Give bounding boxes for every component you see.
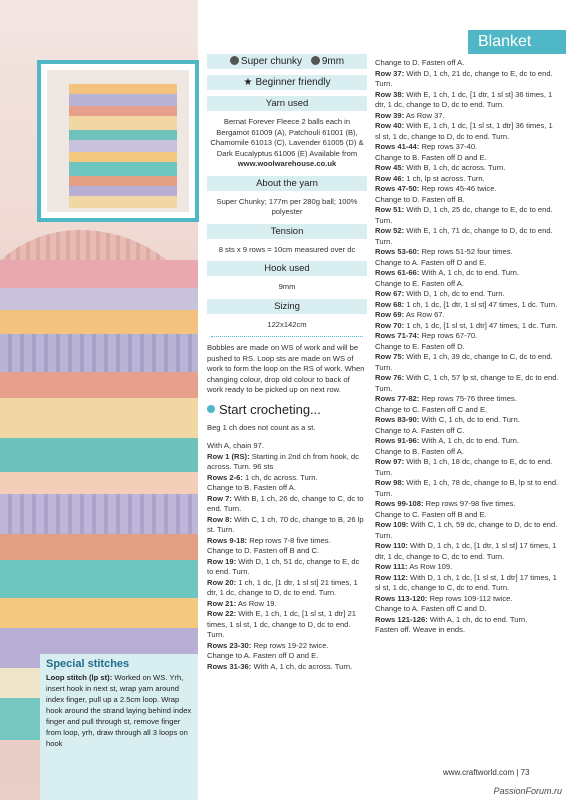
yarn-ball-icon — [230, 56, 239, 65]
row-label: Rows 113-120: — [375, 593, 428, 603]
yarn-supplier-link[interactable]: www.woolwarehouse.co.uk — [237, 159, 337, 168]
row-label: Row 75: — [375, 352, 405, 361]
row-instruction: Change to B. Fasten off A. — [207, 483, 296, 492]
row-instruction: With A, 1 ch, dc to end. Turn. — [419, 436, 519, 445]
pattern-row — [207, 651, 367, 662]
dotted-divider — [211, 336, 363, 337]
pattern-row — [207, 473, 367, 484]
row-instruction: With D, 1 ch, 21 dc, change to E, dc to end. Turn. — [375, 68, 553, 88]
row-instruction: As Row 19. — [236, 598, 277, 608]
skill-level-bar — [207, 75, 367, 90]
row-label: Row 69: — [375, 310, 405, 319]
row-label: Row 67: — [375, 289, 405, 298]
pattern-row — [375, 405, 560, 416]
row-instruction: As Row 67. — [404, 310, 445, 319]
pattern-row — [375, 331, 560, 342]
pattern-row — [375, 69, 560, 90]
pattern-row — [375, 184, 560, 195]
pattern-row — [375, 604, 560, 615]
row-label: Row 112: — [375, 572, 408, 582]
special-stitches-box — [40, 654, 198, 800]
pattern-row — [207, 662, 367, 673]
loop-stitch-description: Worked on WS. Yrh, insert hook in next st, wrap yarn around index finger, pull up a 2.5cm loop. Wrap hook around the strand laying behind index finger and pull through st, remove finger from loop, yrh, draw through all 3 loops on hook — [46, 673, 192, 748]
yarn-used-text — [207, 117, 367, 170]
row-instruction: Change to B. Fasten off D and E. — [375, 152, 487, 162]
product-thumbnail — [37, 60, 199, 222]
row-label: Row 98: — [375, 478, 405, 487]
row-instruction: Rep rows 67-70. — [419, 331, 478, 340]
pattern-row — [207, 452, 367, 473]
row-instruction: Rep rows 19-22 twice. — [251, 640, 329, 650]
materials-column — [207, 54, 367, 672]
row-instruction: With A, chain 97. — [207, 441, 264, 450]
pattern-row — [207, 494, 367, 515]
row-instruction: With E, 1 ch, 39 dc, change to C, dc to end. Turn. — [375, 352, 553, 372]
pattern-row — [375, 478, 560, 499]
row-label: Row 110: — [375, 541, 408, 550]
row-instruction: With B, 1 ch, 18 dc, change to E, dc to end. Turn. — [375, 457, 553, 477]
row-label: Row 37: — [375, 68, 405, 78]
row-instruction: With D, 1 ch, 25 dc, change to E, dc to end. Turn. — [375, 205, 553, 225]
yarn-weight-label: Super chunky — [240, 56, 303, 67]
row-label: Row 21: — [207, 598, 237, 608]
start-crocheting-label: Start crocheting... — [219, 401, 321, 417]
pattern-notes: Bobbles are made on WS of work and will be pushed to RS. Loop sts are made on WS of work to form the loop on the RS of work. When changing colour, drop old colour to back of work ready to be picked up on next row. — [207, 343, 365, 394]
row-label: Rows 23-30: — [207, 640, 252, 650]
pattern-row — [375, 90, 560, 111]
row-instruction: Change to D. Fasten off A. — [375, 58, 465, 67]
pattern-row — [375, 321, 560, 332]
pattern-row — [375, 58, 560, 69]
row-label: Row 1 (RS): — [207, 451, 250, 461]
row-instruction: With A, 1 ch, dc to end. Turn. — [427, 614, 528, 624]
row-instruction: As Row 37. — [404, 110, 445, 120]
row-instruction: With B, 1 ch, 26 dc, change to C, dc to end. Turn. — [207, 493, 364, 513]
page-title: Blanket — [468, 30, 566, 54]
pattern-row — [207, 641, 367, 652]
loop-stitch-term: Loop stitch (lp st): — [46, 673, 113, 682]
pattern-row — [375, 163, 560, 174]
yarn-weight-bar — [207, 54, 367, 69]
pattern-row — [375, 300, 560, 311]
crochet-hook-icon — [311, 56, 320, 65]
row-instruction: With A, 1 ch, dc to end. Turn. — [419, 268, 519, 277]
row-label: Row 20: — [207, 577, 237, 587]
row-label: Rows 91-96: — [375, 436, 420, 445]
pattern-row — [207, 578, 367, 599]
row-instruction: Rep rows 109-112 twice. — [427, 593, 513, 603]
row-instruction: 1 ch, lp st across. Turn. — [404, 173, 485, 183]
row-instruction: As Row 109. — [407, 562, 453, 571]
page-footer: www.craftworld.com | 73 — [443, 768, 530, 777]
row-instruction: With C, 1 ch, 57 lp st, change to E, dc to end. Turn. — [375, 373, 559, 393]
row-label: Row 8: — [207, 514, 232, 524]
row-label: Rows 61-66: — [375, 268, 420, 277]
pattern-row — [375, 111, 560, 122]
row-instruction: With D, 1 ch, 1 dc, [1 dtr, 1 sl st] 17 times, 1 dtr, 1 dc, change to C, dc to end. Turn. — [375, 541, 557, 561]
row-instruction: Change to E. Fasten off A. — [375, 278, 464, 288]
row-label: Row 7: — [207, 493, 232, 503]
pattern-row — [375, 268, 560, 279]
row-instruction: Change to B. Fasten off A. — [375, 446, 464, 456]
row-instruction: Change to D. Fasten off B. — [375, 194, 465, 204]
pattern-row — [375, 195, 560, 206]
pattern-row — [207, 557, 367, 578]
hook-used-heading: Hook used — [207, 261, 367, 276]
pattern-row — [375, 541, 560, 562]
row-label: Row 19: — [207, 556, 237, 566]
row-instruction: Rep rows 37-40. — [419, 142, 478, 151]
hook-size-label: 9mm — [321, 56, 345, 67]
pattern-rows-part2 — [375, 58, 560, 636]
row-label: Rows 47-50: — [375, 184, 420, 193]
pattern-row — [375, 394, 560, 405]
pattern-row — [375, 457, 560, 478]
row-instruction: With D, 1 ch, 51 dc, change to E, dc to end. Turn. — [207, 556, 360, 576]
row-instruction: With C, 1 ch, 70 dc, change to B, 26 lp st. Turn. — [207, 514, 364, 534]
row-label: Rows 71-74: — [375, 331, 420, 340]
pattern-row — [375, 426, 560, 437]
skill-level-label: Beginner friendly — [255, 77, 331, 88]
pattern-row — [375, 289, 560, 300]
row-instruction: With E, 1 ch, 1 dc, [1 sl st, 1 dtr] 21 times, 1 sl st, 1 dc, change to D, dc to end. Turn. — [207, 609, 356, 639]
beginning-note: Beg 1 ch does not count as a st. — [207, 422, 316, 432]
row-instruction: Change to A. Fasten off D and E. — [207, 651, 319, 660]
pattern-row — [207, 536, 367, 547]
row-label: Rows 53-60: — [375, 247, 420, 256]
row-instruction: With E, 1 ch, 1 dc, [1 sl st, 1 dtr] 36 times, 1 sl st, 1 dc, change to D, dc to end. Turn. — [375, 121, 553, 141]
row-label: Row 52: — [375, 226, 405, 235]
row-label: Row 70: — [375, 320, 405, 330]
pattern-row — [375, 499, 560, 510]
row-instruction: Rep rows 51-52 four times. — [419, 247, 513, 256]
pattern-row — [207, 483, 367, 494]
pattern-row — [375, 625, 560, 636]
pattern-row — [375, 226, 560, 247]
sizing-heading: Sizing — [207, 299, 367, 314]
row-label: Row 39: — [375, 110, 405, 120]
row-instruction: Change to A. Fasten off C. — [375, 425, 465, 435]
row-instruction: Change to A. Fasten off C and D. — [375, 604, 487, 613]
pattern-row — [207, 441, 367, 452]
row-label: Row 76: — [375, 373, 405, 382]
row-label: Rows 77-82: — [375, 394, 420, 403]
pattern-row — [375, 373, 560, 394]
pattern-row — [375, 342, 560, 353]
thumbnail-blanket-image — [69, 84, 177, 208]
pattern-row — [207, 546, 367, 557]
row-instruction: 1 ch, 1 dc, [1 dtr, 1 sl st] 21 times, 1 dtr, 1 dc, change to D, dc to end. Turn. — [207, 577, 358, 597]
row-instruction: With D, 1 ch, 1 dc, [1 sl st, 1 dtr] 17 times, 1 sl st, 1 dc, change to C, dc to end. Turn. — [375, 572, 557, 592]
row-label: Row 40: — [375, 121, 405, 130]
row-instruction: Change to A. Fasten off D and E. — [375, 257, 487, 267]
row-label: Row 38: — [375, 89, 405, 99]
row-label: Rows 2-6: — [207, 472, 243, 482]
row-instruction: Rep rows 75-76 three times. — [419, 394, 517, 403]
pattern-row — [375, 436, 560, 447]
pattern-row — [375, 352, 560, 373]
row-label: Row 22: — [207, 609, 237, 618]
pattern-row — [207, 599, 367, 610]
star-icon: ★ — [243, 77, 253, 88]
pattern-row — [375, 279, 560, 290]
pattern-row — [375, 142, 560, 153]
row-instruction: With C, 1 ch, dc to end. Turn. — [419, 415, 520, 424]
sizing-text: 122x142cm — [267, 319, 307, 329]
pattern-row — [207, 609, 367, 641]
row-instruction: With A, 1 ch, dc across. Turn. — [251, 661, 353, 671]
about-yarn-text: Super Chunky; 177m per 280g ball; 100% polyester — [216, 196, 358, 216]
row-instruction: With E, 1 ch, 78 dc, change to B, lp st to end. Turn. — [375, 478, 559, 498]
tension-text: 8 sts x 9 rows = 10cm measured over dc — [218, 244, 356, 254]
special-stitches-text — [46, 672, 192, 749]
pattern-row — [375, 310, 560, 321]
pattern-row — [375, 510, 560, 521]
row-instruction: Change to E. Fasten off D. — [375, 341, 465, 351]
row-label: Row 68: — [375, 299, 405, 309]
pattern-row — [375, 153, 560, 164]
row-label: Row 109: — [375, 520, 409, 529]
pattern-row — [375, 258, 560, 269]
row-label: Rows 31-36: — [207, 661, 252, 671]
row-instruction: Rep rows 97-98 five times. — [423, 499, 516, 508]
pattern-row — [375, 415, 560, 426]
pattern-row — [375, 121, 560, 142]
about-yarn-heading: About the yarn — [207, 176, 367, 191]
yarn-ball-icon — [207, 405, 215, 413]
row-instruction: Change to D. Fasten off B and C. — [207, 546, 320, 555]
row-instruction: 1 ch, dc across. Turn. — [242, 472, 318, 482]
pattern-row — [375, 573, 560, 594]
row-label: Row 111: — [375, 562, 408, 571]
row-label: Rows 9-18: — [207, 535, 248, 545]
row-label: Rows 41-44: — [375, 142, 420, 151]
pattern-row — [375, 247, 560, 258]
row-label: Rows 121-126: — [375, 614, 428, 624]
pattern-row — [375, 615, 560, 626]
row-instruction: Change to C. Fasten off C and E. — [375, 404, 488, 414]
pattern-row — [375, 594, 560, 605]
pattern-row — [207, 515, 367, 536]
row-instruction: Rep rows 45-46 twice. — [419, 184, 497, 193]
pattern-row — [375, 562, 560, 573]
row-label: Row 51: — [375, 205, 405, 214]
row-instruction: With D, 1 ch, dc to end. Turn. — [404, 289, 505, 298]
row-label: Rows 83-90: — [375, 415, 420, 424]
row-instruction: With C, 1 ch, 59 dc, change to D, dc to end. Turn. — [375, 520, 558, 540]
row-instruction: With E, 1 ch, 71 dc, change to D, dc to end. Turn. — [375, 226, 553, 246]
row-label: Row 46: — [375, 173, 405, 183]
row-instruction: Change to C. Fasten off B and E. — [375, 509, 487, 519]
pattern-rows-part1 — [207, 441, 367, 672]
row-instruction: 1 ch, 1 dc, [1 sl st, 1 dtr] 47 times, 1 dc. Turn. — [404, 320, 558, 330]
hook-used-text: 9mm — [278, 282, 296, 291]
tension-heading: Tension — [207, 224, 367, 239]
start-crocheting-heading — [207, 402, 367, 417]
row-label: Rows 99-108: — [375, 499, 424, 508]
pattern-row — [375, 447, 560, 458]
pattern-row — [375, 174, 560, 185]
yarn-used-heading: Yarn used — [207, 96, 367, 111]
row-instruction: Rep rows 7-8 five times. — [247, 535, 331, 545]
pattern-row — [375, 205, 560, 226]
pattern-row — [375, 520, 560, 541]
special-stitches-heading: Special stitches — [46, 658, 130, 670]
yarn-details: Bernat Forever Fleece 2 balls each in Bergamot 61009 (A), Patchouli 61001 (B), Chamomile 61013 (C), Lavender 61005 (D) & Dark Eucalyptus 61006 (E) Available from — [210, 117, 364, 158]
row-label: Row 45: — [375, 163, 405, 172]
row-instruction: With B, 1 ch, dc across. Turn. — [404, 163, 506, 172]
row-instruction: With E, 1 ch, 1 dc, [1 dtr, 1 sl st] 36 times, 1 dtr, 1 dc, change to D, dc to end. Turn. — [375, 89, 553, 109]
row-instruction: 1 ch, 1 dc, [1 dtr, 1 sl st] 47 times, 1 dc. Turn. — [404, 299, 558, 309]
row-instruction: Fasten off. Weave in ends. — [375, 625, 466, 634]
row-label: Row 97: — [375, 457, 405, 466]
row-instruction: Starting in 2nd ch from hook, dc across. Turn. 96 sts — [207, 451, 359, 471]
watermark: PassionForum.ru — [493, 786, 562, 796]
